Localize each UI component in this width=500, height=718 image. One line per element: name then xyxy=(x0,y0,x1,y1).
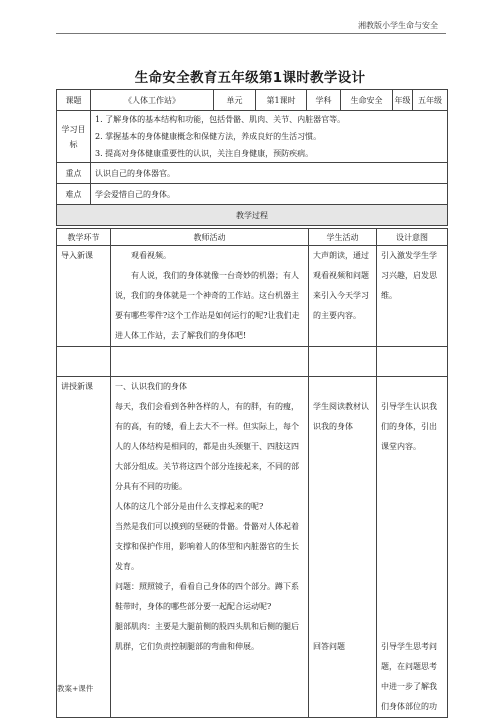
goals-label: 学习目标 xyxy=(57,111,91,163)
goals-list xyxy=(91,111,448,163)
intro-teacher-line: 有人说，我们的身体就像一台奇妙的机器；有人说，我们的身体就是一个神奇的工作站。这台机器主要有哪些零件?这个工作站是如何运行的呢?让我们走进人体工作站，去了解我们的身体吧! xyxy=(115,271,300,340)
new-student-1: 学生阅读教材认识我的身体 xyxy=(313,402,369,431)
new-teacher-line: 人体的这几个部分是由什么支撑起来的呢? xyxy=(115,502,264,511)
intro-teacher-line: 观看视频。 xyxy=(131,251,171,260)
grade-label: 年级 xyxy=(393,90,413,111)
footer-text: 教案+课件 xyxy=(57,684,94,693)
new-teacher-line: 一、认识我们的身体 xyxy=(115,382,187,391)
intro-student: 大声朗读，通过观看视频和问题来引入今天学习的主要内容。 xyxy=(309,246,377,347)
goal-item: 3. 提高对身体健康重要性的认识，关注自身健康，预防疾病。 xyxy=(95,149,314,158)
new-teacher-line: 每天，我们会看到各种各样的人，有的胖，有的瘦，有的高，有的矮，看上去大不一样。但实际上，每个人的人体结构是相同的，都是由头颈躯干、四肢这四大部分组成。关节将这四个部分连接起来，不同的部分具有不同的功能。 xyxy=(115,402,299,491)
unit-value: 第1课时 xyxy=(256,90,307,111)
key-point-value: 认识自己的身体器官。 xyxy=(91,163,448,184)
topic-label: 课题 xyxy=(57,90,91,111)
new-intent xyxy=(377,377,448,718)
table-row xyxy=(57,246,448,347)
new-student-2: 回答问题 xyxy=(313,642,345,651)
new-student xyxy=(309,377,377,718)
document-title: 生命安全教育五年级第1课时教学设计 xyxy=(134,70,366,86)
header-intent: 设计意图 xyxy=(377,229,448,246)
goal-item: 2. 掌握基本的身体健康概念和保健方法，养成良好的生活习惯。 xyxy=(95,132,322,141)
lesson-info-table xyxy=(56,89,448,226)
subject-value: 生命安全 xyxy=(341,90,393,111)
new-teacher-line: 问题：照照镜子，看看自己身体的四个部分。蹲下系鞋带时，身体的哪些部分要一起配合运动呢? xyxy=(115,582,299,611)
new-intent-1: 引导学生认识我们的身体，引出课堂内容。 xyxy=(381,402,437,451)
grade-value: 五年级 xyxy=(413,90,448,111)
unit-label: 单元 xyxy=(214,90,256,111)
intro-stage: 导入新课 xyxy=(57,246,111,347)
header-teacher: 教师活动 xyxy=(111,229,309,246)
new-teacher-line: 腿部肌肉：主要是大腿前侧的股四头肌和后侧的腿后肌群，它们负责控制腿部的弯曲和伸展。 xyxy=(115,622,299,651)
teaching-process-table xyxy=(56,228,448,718)
difficulty-label: 难点 xyxy=(57,184,91,205)
topic-value: 《人体工作站》 xyxy=(91,90,214,111)
header-student: 学生活动 xyxy=(309,229,377,246)
difficulty-value: 学会爱惜自己的身体。 xyxy=(91,184,448,205)
new-teacher-line: 当然是我们可以摸到的坚硬的骨骼。骨骼对人体起着支撑和保护作用，影响着人的体型和内脏器官的生长发育。 xyxy=(115,522,299,571)
goal-item: 1. 了解身体的基本结构和功能，包括骨骼、肌肉、关节、内脏器官等。 xyxy=(95,115,346,124)
header-divider xyxy=(56,33,446,34)
process-title: 教学过程 xyxy=(57,205,448,226)
subject-label: 学科 xyxy=(307,90,341,111)
table-row xyxy=(57,377,448,718)
new-teacher xyxy=(111,377,309,718)
intro-teacher xyxy=(111,246,309,347)
intro-intent: 引入激发学生学习兴趣，启发思维。 xyxy=(377,246,448,347)
header-stage: 教学环节 xyxy=(57,229,111,246)
new-intent-2: 引导学生思考问题，在问题思考中进一步了解我们身体部位的功 xyxy=(381,642,437,711)
new-stage: 讲授新课 xyxy=(57,377,111,718)
publisher-header: 湘教版小学生命与安全 xyxy=(358,21,438,30)
key-point-label: 重点 xyxy=(57,163,91,184)
